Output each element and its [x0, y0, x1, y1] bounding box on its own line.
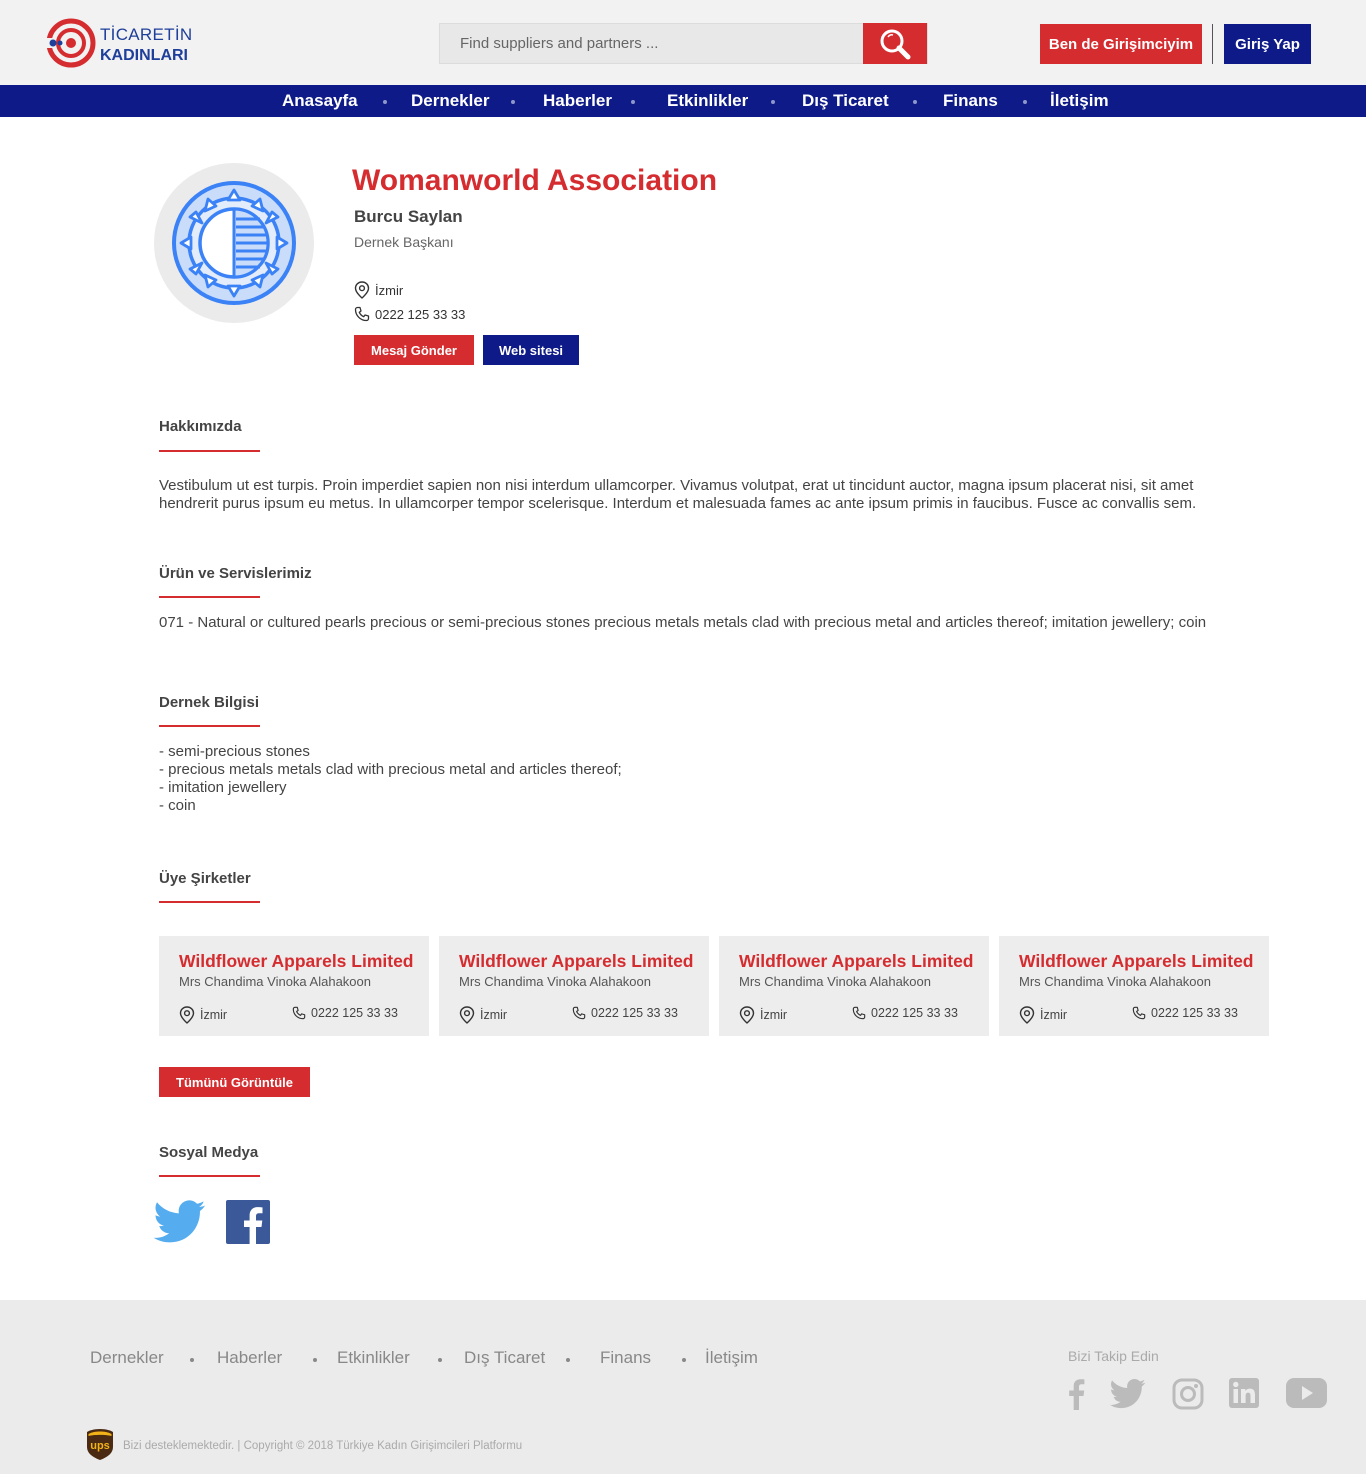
footer-separator — [566, 1358, 570, 1362]
info-list-item: - semi-precious stones — [159, 743, 310, 760]
member-company-name[interactable]: Wildflower Apparels Limited — [179, 951, 414, 971]
association-avatar — [154, 163, 314, 323]
member-location-text: İzmir — [1040, 1008, 1068, 1022]
site-logo[interactable] — [46, 18, 206, 70]
location-pin-icon — [459, 1006, 475, 1024]
nav-item-home[interactable]: Anasayfa — [282, 91, 358, 110]
association-logo-icon — [154, 163, 314, 323]
member-person-name: Mrs Chandima Vinoka Alahakoon — [179, 974, 371, 989]
member-phone-text: 0222 125 33 33 — [871, 1006, 958, 1020]
phone-icon — [852, 1006, 866, 1020]
login-button[interactable]: Giriş Yap — [1224, 24, 1311, 64]
footer-separator — [438, 1358, 442, 1362]
instagram-icon[interactable] — [1172, 1378, 1204, 1410]
footer-separator — [313, 1358, 317, 1362]
footer-link-foreign-trade[interactable]: Dış Ticaret — [464, 1348, 546, 1367]
footer-link-finance[interactable]: Finans — [600, 1348, 652, 1367]
profile-location — [354, 281, 403, 299]
section-underline — [159, 596, 260, 598]
member-location-text: İzmir — [760, 1008, 788, 1022]
member-person-name: Mrs Chandima Vinoka Alahakoon — [739, 974, 931, 989]
footer-copyright: Bizi desteklemektedir. | Copyright © 2018 Türkiye Kadın Girişimcileri Platformu — [123, 1440, 523, 1452]
nav-item-foreign-trade[interactable]: Dış Ticaret — [802, 91, 889, 110]
nav-item-contact[interactable]: İletişim — [1050, 91, 1109, 110]
phone-icon — [1132, 1006, 1146, 1020]
info-list-item: - precious metals metals clad with precious metal and articles thereof; — [159, 761, 622, 778]
logo-text-line1: TİCARETİN — [100, 25, 193, 44]
member-card[interactable] — [719, 936, 989, 1036]
nav-separator — [631, 100, 635, 104]
footer-link-news[interactable]: Haberler — [217, 1348, 283, 1367]
member-companies-title: Üye Şirketler — [159, 870, 251, 887]
svg-text:ups: ups — [90, 1440, 110, 1452]
facebook-icon[interactable] — [226, 1200, 270, 1244]
footer-link-contact[interactable]: İletişim — [705, 1348, 758, 1367]
member-location — [739, 1006, 787, 1024]
member-phone-text: 0222 125 33 33 — [311, 1006, 398, 1020]
footer-link-events[interactable]: Etkinlikler — [337, 1348, 410, 1367]
member-location — [1019, 1006, 1067, 1024]
nav-separator — [1023, 100, 1027, 104]
search-bar — [439, 23, 928, 64]
about-text: Vestibulum ut est turpis. Proin imperdiet sapien non nisi interdum ullamcorper. Vivamus volutpat, erat ut tincidunt auctor, magna ipsum placerat nisi, sit amet hendrerit purus ipsum eu metus. In ullamcorper tempor scelerisque. Interdum et malesuada fames ac ante ipsum primis in faucibus. Fusce ac convallis sem. — [159, 477, 1197, 512]
entrepreneur-signup-button[interactable]: Ben de Girişimciyim — [1040, 24, 1202, 64]
location-pin-icon — [354, 281, 370, 299]
member-location-text: İzmir — [480, 1008, 508, 1022]
phone-icon — [572, 1006, 586, 1020]
logo-text-line2: KADINLARI — [100, 47, 188, 64]
profile-location-text: İzmir — [375, 282, 404, 298]
member-company-name[interactable]: Wildflower Apparels Limited — [1019, 951, 1254, 971]
location-pin-icon — [1019, 1006, 1035, 1024]
member-person-name: Mrs Chandima Vinoka Alahakoon — [1019, 974, 1211, 989]
phone-icon — [354, 306, 370, 322]
association-name: Womanworld Association — [352, 164, 718, 197]
profile-phone-text: 0222 125 33 33 — [375, 306, 466, 322]
products-section-title: Ürün ve Servislerimiz — [159, 565, 312, 582]
follow-us-label: Bizi Takip Edin — [1068, 1348, 1159, 1364]
location-pin-icon — [739, 1006, 755, 1024]
site-header — [0, 0, 1366, 85]
association-info-list — [159, 743, 1239, 815]
view-all-members-button[interactable]: Tümünü Görüntüle — [159, 1067, 310, 1097]
section-underline — [159, 725, 260, 727]
ups-logo-icon — [86, 1428, 114, 1461]
phone-icon — [292, 1006, 306, 1020]
nav-separator — [383, 100, 387, 104]
president-title: Dernek Başkanı — [354, 234, 454, 250]
association-info-title: Dernek Bilgisi — [159, 694, 260, 711]
member-phone-text: 0222 125 33 33 — [1151, 1006, 1238, 1020]
nav-item-finance[interactable]: Finans — [943, 91, 998, 110]
twitter-icon[interactable] — [154, 1200, 206, 1244]
search-input[interactable] — [440, 24, 865, 63]
about-section-title: Hakkımızda — [159, 418, 242, 435]
nav-separator — [771, 100, 775, 104]
youtube-icon[interactable] — [1286, 1378, 1327, 1408]
member-phone — [572, 1006, 678, 1020]
footer-link-associations[interactable]: Dernekler — [90, 1348, 164, 1367]
member-phone-text: 0222 125 33 33 — [591, 1006, 678, 1020]
search-button[interactable] — [863, 23, 927, 64]
nav-item-news[interactable]: Haberler — [543, 91, 612, 110]
location-pin-icon — [179, 1006, 195, 1024]
logo-target-icon — [46, 18, 96, 68]
social-media-title: Sosyal Medya — [159, 1144, 259, 1161]
member-phone — [852, 1006, 958, 1020]
products-text: 071 - Natural or cultured pearls precious or semi-precious stones precious metals metals clad with precious metal and articles thereof; imitation jewellery; coin — [159, 614, 1207, 631]
twitter-icon[interactable] — [1110, 1378, 1146, 1410]
nav-separator — [511, 100, 515, 104]
footer-separator — [190, 1358, 194, 1362]
member-card[interactable] — [439, 936, 709, 1036]
member-person-name: Mrs Chandima Vinoka Alahakoon — [459, 974, 651, 989]
info-list-item: - coin — [159, 797, 196, 814]
member-card[interactable] — [999, 936, 1269, 1036]
section-underline — [159, 901, 260, 903]
member-location-text: İzmir — [200, 1008, 228, 1022]
section-underline — [159, 450, 260, 452]
search-icon — [878, 27, 912, 61]
main-nav — [0, 85, 1366, 117]
section-underline — [159, 1175, 260, 1177]
member-phone — [292, 1006, 398, 1020]
footer-separator — [682, 1358, 686, 1362]
member-phone — [1132, 1006, 1238, 1020]
member-location — [179, 1006, 227, 1024]
member-card[interactable] — [159, 936, 429, 1036]
facebook-icon[interactable] — [1066, 1378, 1086, 1410]
linkedin-icon[interactable] — [1229, 1378, 1259, 1408]
member-location — [459, 1006, 507, 1024]
send-message-button[interactable]: Mesaj Gönder — [354, 335, 474, 365]
site-footer — [0, 1300, 1366, 1474]
header-divider — [1212, 24, 1213, 64]
profile-phone — [354, 306, 465, 322]
member-company-name[interactable]: Wildflower Apparels Limited — [739, 951, 974, 971]
info-list-item: - imitation jewellery — [159, 779, 287, 796]
nav-item-events[interactable]: Etkinlikler — [667, 91, 749, 110]
website-button[interactable]: Web sitesi — [483, 335, 579, 365]
member-company-name[interactable]: Wildflower Apparels Limited — [459, 951, 694, 971]
nav-separator — [913, 100, 917, 104]
nav-item-associations[interactable]: Dernekler — [411, 91, 490, 110]
president-name: Burcu Saylan — [354, 207, 463, 226]
